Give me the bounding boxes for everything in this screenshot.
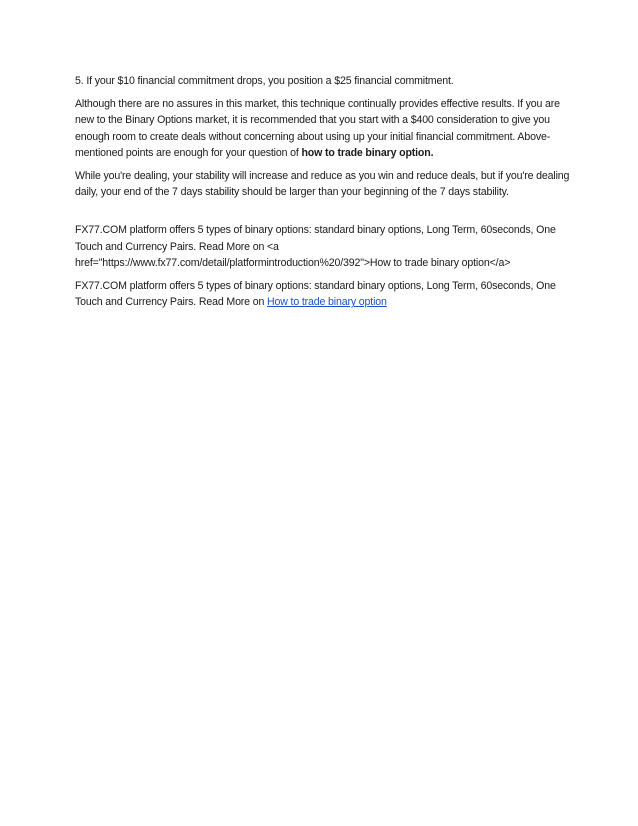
paragraph-advice bbox=[75, 96, 575, 161]
paragraph-stability: While you're dealing, your stability will increase and reduce as you win and reduce deals, but if you're dealing daily, your end of the 7 days stability should be larger than your beginning of the 7 days stability. bbox=[75, 170, 570, 199]
document-body bbox=[75, 73, 575, 317]
paragraph-platform-link bbox=[75, 278, 575, 310]
paragraph-advice-text: Although there are no assures in this market, this technique continually provides effective results. If you are new to the Binary Options market, it is recommended that you start with a $400 consideration to give you enough room to create deals without concerning about using up your initial financial commitment. Above-mentioned points are enough for your question of bbox=[75, 98, 560, 159]
paragraph-platform-raw: FX77.COM platform offers 5 types of binary options: standard binary options, Long Term, 60seconds, One Touch and Currency Pairs. Read More on <a href="https://www.fx77.com/detail/platformintroduction%20/392">How to trade binary option</a> bbox=[75, 224, 556, 269]
paragraph-step-5: 5. If your $10 financial commitment drops, you position a $25 financial commitment. bbox=[75, 75, 454, 87]
paragraph-platform-text: FX77.COM platform offers 5 types of binary options: standard binary options, Long Term, 60seconds, One Touch and Currency Pairs. Read More on bbox=[75, 280, 556, 309]
paragraph-advice-bold: how to trade binary option. bbox=[301, 146, 434, 159]
trade-binary-option-link[interactable]: How to trade binary option bbox=[267, 296, 387, 309]
